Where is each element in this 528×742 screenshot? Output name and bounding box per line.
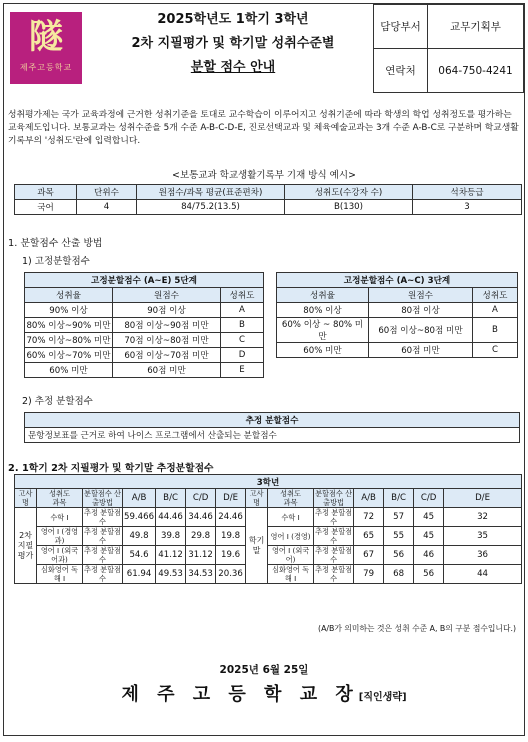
- table-cell: 45: [414, 508, 444, 527]
- table-cell: 56: [414, 565, 444, 584]
- table-row: [15, 508, 522, 527]
- table-cell: 46: [414, 546, 444, 565]
- table-cell: 54.6: [123, 546, 156, 565]
- table-cell: 90점 이상: [113, 303, 221, 318]
- table-cell: 추정 분할점수: [84, 527, 122, 545]
- cell-line: 과목: [283, 498, 298, 507]
- contact-info-table: [373, 4, 524, 93]
- table-cell: D: [221, 348, 264, 363]
- record-caption: <보통교과 학교생활기록부 기재 방식 예시>: [171, 170, 356, 181]
- school-logo: [10, 12, 82, 84]
- table-cell: C/D: [414, 489, 444, 508]
- table-cell: 68: [384, 565, 414, 584]
- table-cell: A/B: [354, 489, 384, 508]
- cell-line: 성취도: [280, 489, 301, 498]
- table-cell: D/E: [444, 489, 522, 508]
- table-cell: 49.53: [156, 565, 186, 584]
- table-cell: 원점수/과목 평균(표준편차): [137, 185, 285, 200]
- table-row: [25, 333, 264, 348]
- table-cell: 65: [354, 527, 384, 546]
- table-cell: 성취율: [25, 288, 113, 303]
- cell-line: 과목: [52, 498, 67, 507]
- table-cell: 추정 분할점수: [315, 546, 353, 564]
- table-row: [25, 303, 264, 318]
- table-cell: 59.466: [123, 508, 156, 527]
- table-cell: 추정 분할점수: [25, 413, 520, 428]
- table-note: (A/B가 의미하는 것은 성취 수준 A, B의 구분 점수입니다.): [318, 624, 516, 633]
- table-cell: 수학 I: [268, 508, 314, 527]
- table-cell: 분할점수 산출방법: [84, 489, 122, 507]
- table-row: [15, 546, 522, 565]
- table-cell: B(130): [285, 200, 413, 215]
- table-cell: 55: [384, 527, 414, 546]
- table-cell: 39.8: [156, 527, 186, 546]
- table-cell: A: [221, 303, 264, 318]
- table-cell: 67: [354, 546, 384, 565]
- table-cell: 84/75.2(13.5): [137, 200, 285, 215]
- table-cell: 72: [354, 508, 384, 527]
- table-cell: 56: [384, 546, 414, 565]
- table-cell: 과목: [15, 185, 77, 200]
- table-cell: 영어 I (경영): [268, 527, 314, 546]
- seal-note: [직인생략]: [358, 692, 407, 703]
- table-row: [15, 527, 522, 546]
- table-cell: 49.8: [123, 527, 156, 546]
- table-cell: 영어 I (외국어과): [37, 546, 83, 565]
- document-title: [88, 4, 378, 92]
- table-cell: 고사명: [15, 489, 37, 508]
- intro-paragraph: 성취평가제는 국가 교육과정에 근거한 성취기준을 토대로 교수학습이 이루어지고 성취기준에 따라 학생의 학업 성취정도를 평가하는 교육제도입니다. 보통교과는 성취수준을 5개 수준 A-B-C-D-E, 진로선택교과 및 체육예술교과는 3개 수준 A-B-C로 구분하며 학교생활기록부의 '성취도'란에 입력합니다.: [8, 110, 519, 146]
- table-cell: 80점 이상~90점 미만: [113, 318, 221, 333]
- table-cell: 추정 분할점수: [84, 508, 122, 526]
- contact-label: 연락처: [374, 49, 428, 93]
- table-cell: 수학 I: [37, 508, 83, 527]
- table-cell: 20.36: [216, 565, 246, 584]
- table-cell: 19.6: [216, 546, 246, 565]
- table-cell: 60% 이상 ~ 80% 미만: [277, 318, 369, 343]
- contact-value: 064-750-4241: [428, 49, 524, 93]
- table-cell: 45: [414, 527, 444, 546]
- table-cell: [37, 489, 83, 508]
- table-cell: 추정 분할점수: [315, 508, 353, 526]
- table-cell: 추정 분할점수: [84, 565, 122, 583]
- table-cell: 70점 이상~80점 미만: [113, 333, 221, 348]
- cell-line: 제주고등학교: [19, 63, 73, 72]
- title-line-1: 2025학년도 1학기 3학년: [157, 12, 309, 27]
- table-cell: E: [221, 363, 264, 378]
- table-cell: B: [221, 318, 264, 333]
- table-cell: 2차 지필평가: [15, 508, 37, 584]
- table-cell: 4: [77, 200, 137, 215]
- table-cell: B/C: [156, 489, 186, 508]
- table-cell: 57: [384, 508, 414, 527]
- issue-date: 2025년 6월 25일: [219, 664, 309, 676]
- table-cell: A: [473, 303, 518, 318]
- table-cell: 성취도: [221, 288, 264, 303]
- table-row: [15, 565, 522, 584]
- table-cell: 31.12: [186, 546, 216, 565]
- table-cell: 성취도: [473, 288, 518, 303]
- table-cell: 34.46: [186, 508, 216, 527]
- table-cell: 35: [444, 527, 522, 546]
- table-cell: 국어: [15, 200, 77, 215]
- table-cell: 추정 분할점수: [84, 546, 122, 564]
- section-1-title: 1. 분할점수 산출 방법: [8, 238, 103, 249]
- table-cell: 80% 이상: [277, 303, 369, 318]
- table-cell: 영어 I (경영과): [37, 527, 83, 546]
- table-cell: 80% 이상~90% 미만: [25, 318, 113, 333]
- estimated-cut-scores-table: [14, 474, 522, 584]
- table-row: [277, 343, 518, 358]
- table-cell: 원점수: [369, 288, 473, 303]
- table-row: [277, 318, 518, 343]
- table-cell: 추정 분할점수: [315, 565, 353, 583]
- table-cell: 영어 I (외국어): [268, 546, 314, 565]
- table-cell: 문항정보표를 근거로 하여 나이스 프로그램에서 산출되는 분할점수: [25, 428, 520, 443]
- table-row: [25, 363, 264, 378]
- table-row: [277, 303, 518, 318]
- table-cell: B/C: [384, 489, 414, 508]
- table-cell: A/B: [123, 489, 156, 508]
- school-signature: 제 주 고 등 학 교 장[직인생략]: [121, 684, 407, 705]
- table-cell: 29.8: [186, 527, 216, 546]
- table-cell: 34.53: [186, 565, 216, 584]
- table-cell: 44.46: [156, 508, 186, 527]
- estimated-cut-table: [24, 412, 520, 443]
- table-cell: 심화영어 독해 I: [268, 565, 314, 584]
- table-cell: 60% 이상~70% 미만: [25, 348, 113, 363]
- section-1-sub-1: 1) 고정분할점수: [22, 256, 90, 267]
- table-cell: 70% 이상~80% 미만: [25, 333, 113, 348]
- table-cell: 60점 미만: [369, 343, 473, 358]
- table-cell: 60점 미만: [113, 363, 221, 378]
- table-cell: C/D: [186, 489, 216, 508]
- table-cell: D/E: [216, 489, 246, 508]
- fixed-cut-5-table: [24, 272, 264, 378]
- table-cell: 학기말: [246, 508, 268, 584]
- table-cell: [268, 489, 314, 508]
- dept-value: 교무기획부: [428, 5, 524, 49]
- table-cell: 분할점수 산출방법: [315, 489, 353, 507]
- fixed-cut-3-table: [276, 272, 518, 358]
- table-cell: 60점 이상~70점 미만: [113, 348, 221, 363]
- table-cell: 36: [444, 546, 522, 565]
- cell-line: 성취도: [49, 489, 70, 498]
- section-2-title: 2. 1학기 2차 지필평가 및 학기말 추정분할점수: [8, 463, 214, 474]
- table-cell: 고정분할점수 (A~E) 5단계: [25, 273, 264, 288]
- table-cell: 19.8: [216, 527, 246, 546]
- table-cell: 심화영어 독해 I: [37, 565, 83, 584]
- table-cell: C: [221, 333, 264, 348]
- table-cell: 성취율: [277, 288, 369, 303]
- table-cell: 41.12: [156, 546, 186, 565]
- table-cell: 성취도(수강자 수): [285, 185, 413, 200]
- table-cell: 3: [413, 200, 522, 215]
- table-cell: 석차등급: [413, 185, 522, 200]
- table-row: [25, 318, 264, 333]
- table-cell: 90% 이상: [25, 303, 113, 318]
- table-cell: 3학년: [15, 475, 522, 489]
- table-cell: 고정분할점수 (A~C) 3단계: [277, 273, 518, 288]
- table-row: [25, 348, 264, 363]
- dept-label: 담당부서: [374, 5, 428, 49]
- table-cell: 79: [354, 565, 384, 584]
- table-cell: 61.94: [123, 565, 156, 584]
- school-emblem-icon: 隧: [29, 17, 63, 57]
- table-cell: 60% 미만: [277, 343, 369, 358]
- table-cell: 32: [444, 508, 522, 527]
- section-1-sub-2: 2) 추정 분할점수: [22, 396, 93, 407]
- record-example-table: [14, 184, 522, 215]
- table-cell: 80점 이상: [369, 303, 473, 318]
- document-header: [4, 4, 524, 92]
- table-cell: 44: [444, 565, 522, 584]
- table-cell: 단위수: [77, 185, 137, 200]
- table-cell: C: [473, 343, 518, 358]
- table-cell: 60점 이상~80점 미만: [369, 318, 473, 343]
- title-line-3: 분할 점수 안내: [190, 60, 276, 75]
- table-cell: 원점수: [113, 288, 221, 303]
- table-cell: 고사명: [246, 489, 268, 508]
- table-cell: 60% 미만: [25, 363, 113, 378]
- title-line-2: 2차 지필평가 및 학기말 성취수준별: [131, 36, 335, 51]
- table-cell: 추정 분할점수: [315, 527, 353, 545]
- table-cell: B: [473, 318, 518, 343]
- document-page: [3, 3, 525, 736]
- table-cell: 24.46: [216, 508, 246, 527]
